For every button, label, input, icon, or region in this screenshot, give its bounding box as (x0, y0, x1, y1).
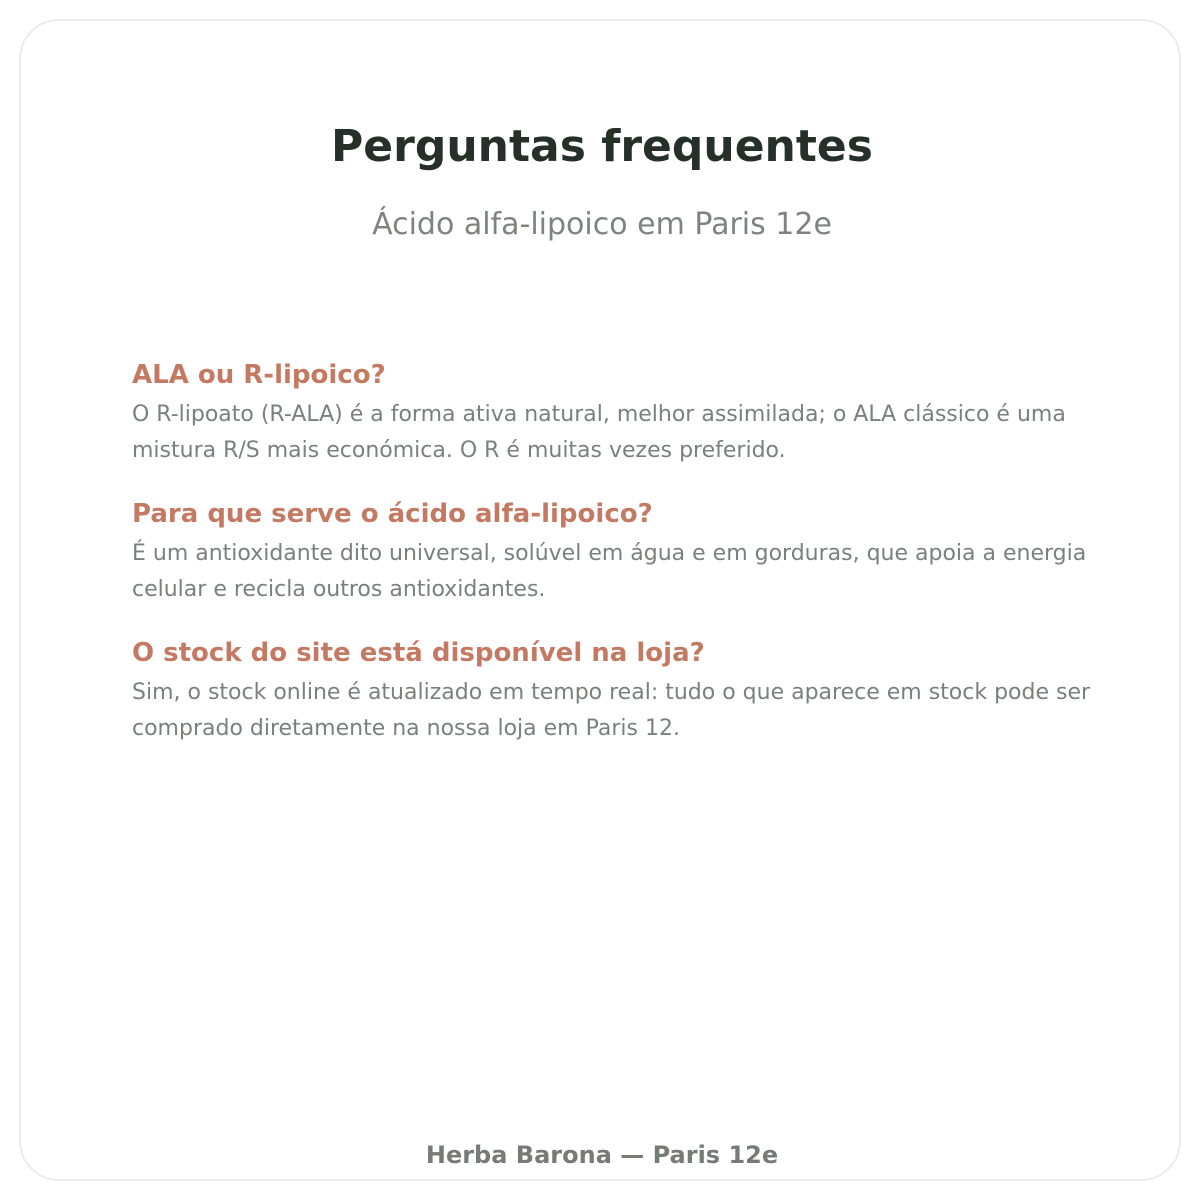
faq-question: ALA ou R-lipoico? (132, 360, 386, 390)
faq-answer: É um antioxidante dito universal, solúvel em água e em gorduras, que apoia a energia celular e recicla outros antioxidantes. (132, 541, 1087, 602)
faq-item (132, 357, 1132, 469)
faq-question: O stock do site está disponível na loja? (132, 638, 705, 668)
page-title: Perguntas frequentes (331, 121, 873, 172)
faq-question: Para que serve o ácido alfa-lipoico? (132, 499, 653, 529)
faq-item (132, 496, 1132, 608)
faq-card (19, 19, 1181, 1181)
faq-answer: Sim, o stock online é atualizado em tempo real: tudo o que aparece em stock pode ser comprado diretamente na nossa loja em Paris 12. (132, 680, 1091, 741)
footer-brand: Herba Barona — Paris 12e (425, 1141, 779, 1169)
faq-item (132, 635, 1132, 747)
page-subtitle: Ácido alfa-lipoico em Paris 12e (372, 207, 832, 242)
faq-list (132, 357, 1132, 774)
faq-answer: O R-lipoato (R-ALA) é a forma ativa natural, melhor assimilada; o ALA clássico é uma mistura R/S mais económica. O R é muitas vezes preferido. (132, 402, 1066, 463)
